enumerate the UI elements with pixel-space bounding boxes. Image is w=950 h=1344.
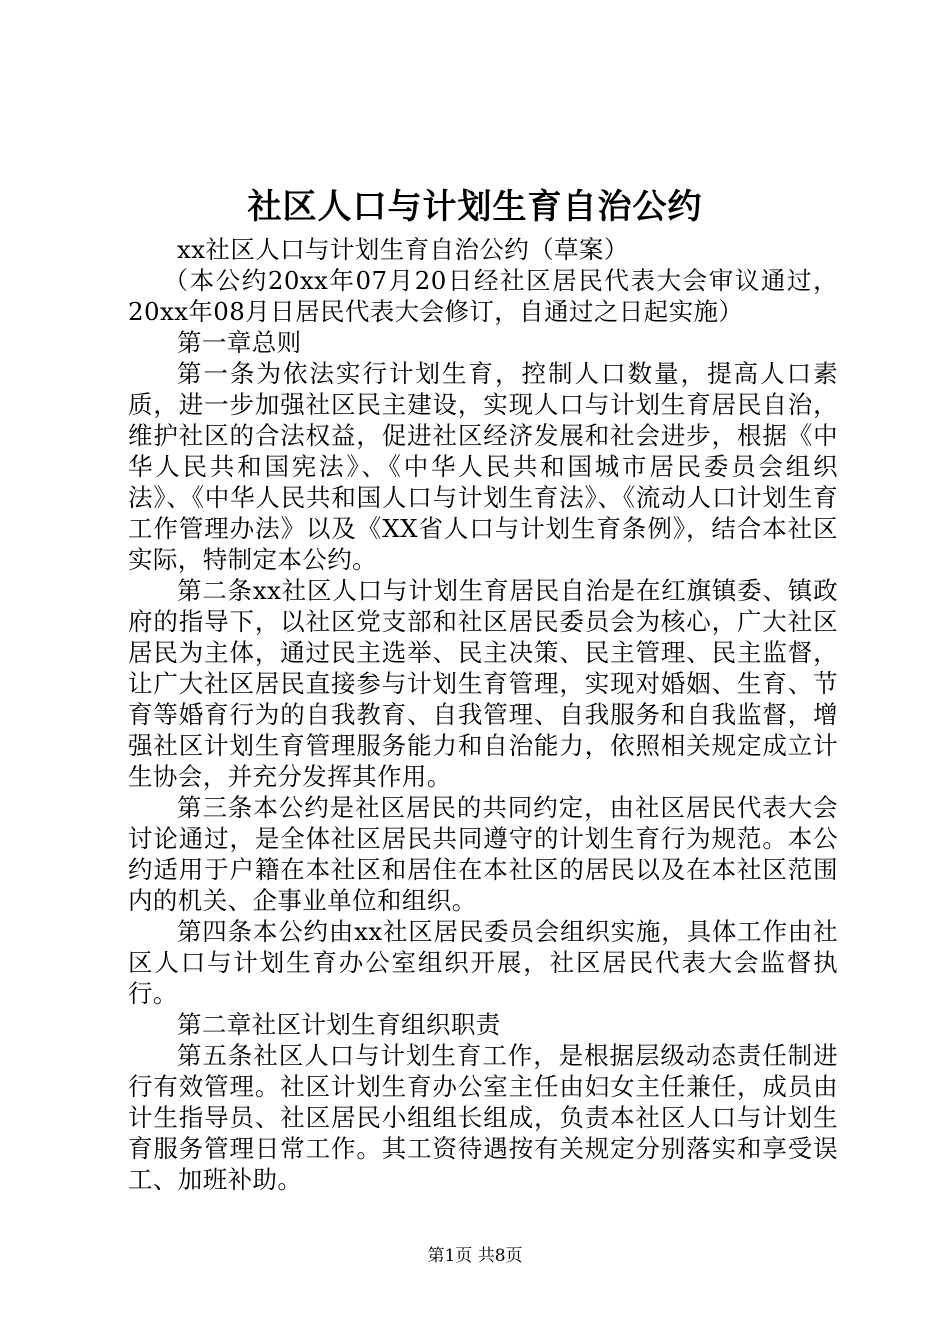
- paragraph-subtitle: xx社区人口与计划生育自治公约（草案）: [177, 235, 629, 264]
- paragraph-adoption-note: （本公约20xx年07月20日经社区居民代表大会审议通过，20xx年08月日居民代表大会修订，自通过之日起实施）: [128, 266, 838, 326]
- page-number-footer: 第1页 共8页: [427, 1246, 523, 1266]
- article-4: 第四条本公约由xx社区居民委员会组织实施，具体工作由社区人口与计划生育办公室组织开展，社区居民代表大会监督执行。: [128, 917, 838, 1008]
- document-body: [128, 234, 838, 1195]
- chapter-heading-1: 第一章总则: [177, 328, 302, 357]
- article-1: 第一条为依法实行计划生育，控制人口数量，提高人口素质，进一步加强社区民主建设，实现人口与计划生育居民自治，维护社区的合法权益，促进社区经济发展和社会进步，根据《中华人民共和国宪法》、《中华人民共和国城市居民委员会组织法》、《中华人民共和国人口与计划生育法》、《流动人口计划生育工作管理办法》以及《XX省人口与计划生育条例》，结合本社区实际，特制定本公约。: [128, 359, 838, 574]
- article-3: 第三条本公约是社区居民的共同约定，由社区居民代表大会讨论通过，是全体社区居民共同遵守的计划生育行为规范。本公约适用于户籍在本社区和居住在本社区的居民以及在本社区范围内的机关、企事业单位和组织。: [128, 793, 838, 915]
- article-5: 第五条社区人口与计划生育工作，是根据层级动态责任制进行有效管理。社区计划生育办公室主任由妇女主任兼任，成员由计生指导员、社区居民小组组长组成，负责本社区人口与计划生育服务管理日常工作。其工资待遇按有关规定分别落实和享受误工、加班补助。: [128, 1041, 838, 1194]
- document-title: 社区人口与计划生育自治公约: [247, 187, 703, 227]
- chapter-heading-2: 第二章社区计划生育组织职责: [177, 1010, 501, 1039]
- article-2: 第二条xx社区人口与计划生育居民自治是在红旗镇委、镇政府的指导下，以社区党支部和社区居民委员会为核心，广大社区居民为主体，通过民主选举、民主决策、民主管理、民主监督，让广大社区居民直接参与计划生育管理，实现对婚姻、生育、节育等婚育行为的自我教育、自我管理、自我服务和自我监督，增强社区计划生育管理服务能力和自治能力，依照相关规定成立计生协会，并充分发挥其作用。: [128, 576, 838, 791]
